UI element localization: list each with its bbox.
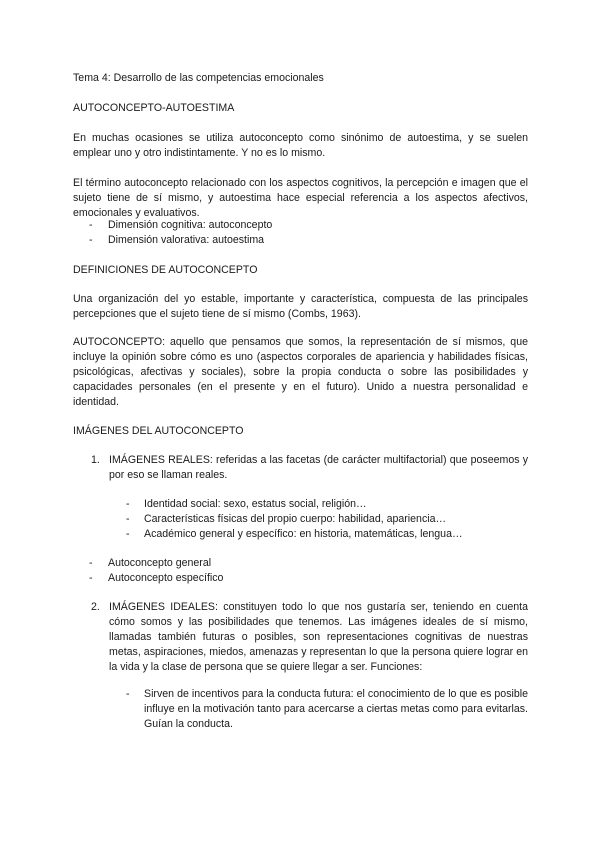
dimensions-list — [73, 218, 528, 248]
list-item: - Autoconcepto específico — [73, 571, 528, 586]
item-number: 1. — [91, 454, 100, 466]
section-title-imagenes: IMÁGENES DEL AUTOCONCEPTO — [73, 425, 244, 437]
item-number: 2. — [91, 601, 100, 613]
paragraph-definition-terms: El término autoconcepto relacionado con los aspectos cognitivos, la percepción e imagen que el sujeto tiene de sí mismo, y autoestima hace especial referencia a los aspectos afectivos, emocionales y evaluativos. — [73, 177, 528, 219]
section-title-autoconcepto-autoestima: AUTOCONCEPTO-AUTOESTIMA — [73, 102, 235, 114]
list-item: - Identidad social: sexo, estatus social, religión… — [109, 497, 528, 512]
list-item: - Características físicas del propio cuerpo: habilidad, apariencia… — [109, 512, 528, 527]
list-item: - Sirven de incentivos para la conducta futura: el conocimiento de lo que es posible influye en la motivación tanto para acercarse a ciertas metas como para evitarlas. Guían la conducta. — [109, 687, 528, 732]
paragraph-synonym: En muchas ocasiones se utiliza autoconcepto como sinónimo de autoestima, y se suelen emplear uno y otro indistintamente. Y no es lo mismo. — [73, 132, 528, 159]
autoconcepto-types-list — [73, 556, 528, 586]
list-item: - Dimensión valorativa: autoestima — [73, 233, 528, 248]
document-header: Tema 4: Desarrollo de las competencias emocionales — [73, 72, 324, 84]
item-text: IMÁGENES REALES: referidas a las facetas (de carácter multifactorial) que poseemos y por eso se llaman reales. — [109, 454, 528, 481]
item-text: IMÁGENES IDEALES: constituyen todo lo que nos gustaría ser, teniendo en cuenta cómo somos y las posibilidades que tenemos. Las imágenes ideales de sí mismo, llamadas también futuras o posibles, son representaciones cognitivas de nuestras metas, aspiraciones, miedos, amenazas y representan lo que la persona quiere lograr en la vida y la clase de persona que se quiere llegar a ser. Funciones: — [109, 601, 528, 673]
list-item: - Académico general y específico: en historia, matemáticas, lengua… — [109, 527, 528, 542]
list-item: - Autoconcepto general — [73, 556, 528, 571]
numbered-item-ideales — [73, 600, 528, 675]
numbered-item-reales — [73, 453, 528, 483]
ideales-sublist — [109, 687, 528, 732]
list-item: - Dimensión cognitiva: autoconcepto — [73, 218, 528, 233]
reales-sublist — [109, 497, 528, 542]
paragraph-autoconcepto-definition: AUTOCONCEPTO: aquello que pensamos que somos, la representación de sí mismos, que incluye la opinión sobre cómo es uno (aspectos corporales de apariencia y habilidades físicas, psicológicas, afectivas y sociales), sobre la propia conducta o sobre las posibilidades y capacidades personales (en el presente y en el futuro). Unido a nuestra personalidad e identidad. — [73, 336, 528, 408]
section-title-definiciones: DEFINICIONES DE AUTOCONCEPTO — [73, 264, 258, 276]
paragraph-combs-definition: Una organización del yo estable, importante y característica, compuesta de las principales percepciones que el sujeto tiene de sí mismo (Combs, 1963). — [73, 293, 528, 320]
